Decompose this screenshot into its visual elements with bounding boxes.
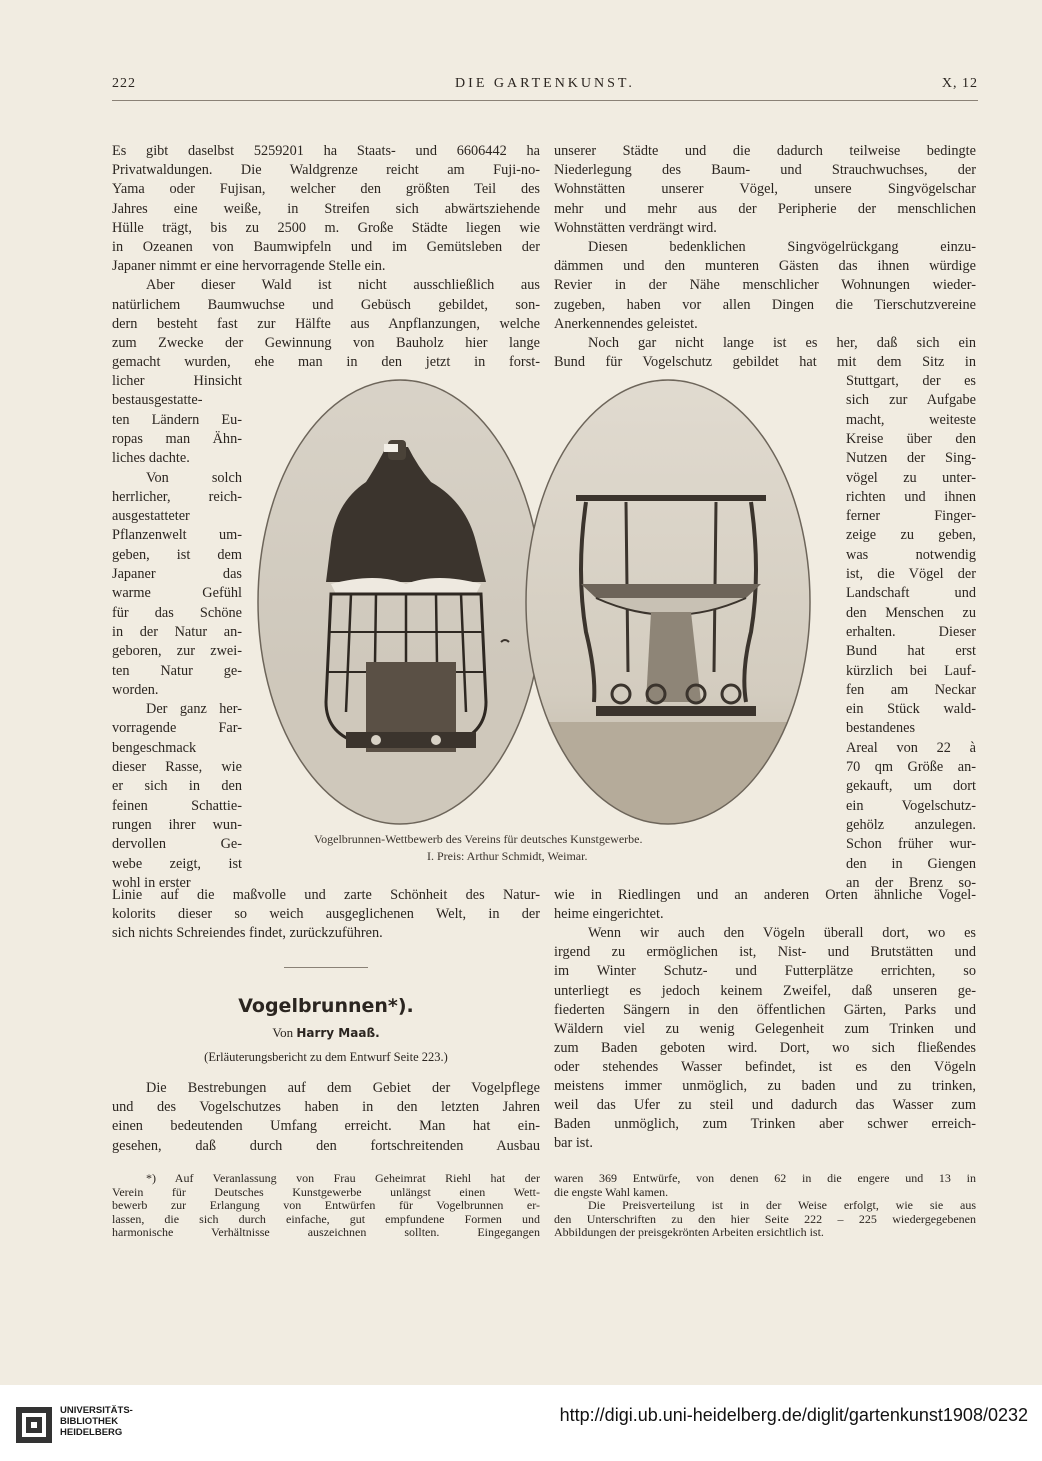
text-line: heime eingerichtet. [554,906,664,923]
text-line: dämmen und den munteren Gästen das ihnen würdige [554,258,976,275]
text-line: Pflanzenwelt um- [112,527,242,544]
text-line: herrlicher, reich- [112,488,242,505]
text-line: sich nichts Schreiendes findet, zurückzuführen. [112,925,383,942]
text-line: Baden unmöglich, zum Trinken aber schwer erreich- [554,1116,976,1133]
text-line: Die Bestrebungen auf dem Gebiet der Vogelpflege [146,1080,540,1096]
text-line: gehölz anzulegen. [846,816,976,833]
text-line: kolorits dieser so weich ausgeglichenen Welt, in der [112,906,540,923]
text-line: weil das Ufer zu steil und dadurch das Wasser zum [554,1097,976,1114]
text-line: Die Preisverteilung ist in der Weise erfolgt, wie sie aus [588,1198,976,1213]
text-line: bewerb zur Erlangung von Entwürfen für Vogelbrunnen er- [112,1198,540,1213]
text-line: Jahres eine weiße, in Streifen sich abwärtsziehende [112,200,540,217]
text-line: dieser Rasse, wie [112,759,242,775]
text-line: Der ganz her- [146,701,242,718]
text-line: Japaner das [112,566,242,582]
text-line: zugeben, haben vor allen Dingen die Tierschutzvereine [554,296,976,313]
text-line: irgend zu ermöglichen ist, Nist- und Brutstätten und [554,944,976,961]
text-line: ferner Finger- [846,508,976,525]
text-line: den Unterschriften zu den hier Seite 222 – 225 wiedergegebenen [554,1211,976,1226]
library-name [60,1405,133,1438]
text-line: ist, die Vögel der [846,566,976,582]
text-line: Verein für Deutsches Kunstgewerbe unlängst einen Wett- [112,1184,540,1199]
text-line: feinen Schattie- [112,797,242,814]
text-line: Wohnstätten unserer Vögel, unsere Singvögelschar [554,181,976,198]
text-line: dern besteht fast zur Hälfte aus Anpflanzungen, welche [112,315,540,332]
text-line: im Winter Schutz- und Futterplätze errichten, so [554,963,976,980]
text-line: macht, weiteste [846,411,976,428]
text-line: oder stehendes Wasser befindet, ist es den Vögeln [554,1058,976,1075]
text-line: richten und ihnen [846,488,976,505]
header-rule [112,100,978,101]
text-line: *) Auf Veranlassung von Frau Geheimrat Riehl hat der [146,1171,540,1185]
text-line: Nutzen der Sing- [846,450,976,467]
text-line: Japaner nimmt er eine hervorragende Stelle ein. [112,258,386,275]
text-line: sich zur Aufgabe [846,392,976,409]
text-line: natürlichem Baumwuchse und Gebüsch gebildet, son- [112,296,540,313]
text-line: in Ozeanen von Baumwipfeln und im Gemütsleben der [112,239,540,255]
text-line: ropas man Ähn- [112,430,242,447]
text-line: Wäldern viel zu wenig Gelegenheit zum Trinken und [554,1020,976,1037]
figure-caption-line1: Vogelbrunnen-Wettbewerb des Vereins für deutsches Kunstgewerbe. [314,832,643,846]
text-line: Revier in der Nähe menschlicher Wohnungen wieder- [554,277,976,294]
text-line: warme Gefühl [112,585,242,602]
text-line: ten Natur ge- [112,662,242,679]
text-line: bestausgestatte- [112,392,203,409]
text-line: geboren, zur zwei- [112,643,242,660]
text-line: harmonische Verhältnisse auszeichnen sollten. Eingegangen [112,1225,540,1240]
text-line: bengeschmack [112,739,197,756]
text-line: für das Schöne [112,604,242,621]
text-line: gesehen, daß durch den fortschreitenden Ausbau [112,1137,540,1154]
library-name-line: HEIDELBERG [60,1427,123,1438]
text-line: Kreise über den [846,430,976,447]
text-line: unterliegt es jedoch keinem Zweifel, daß unseren ge- [554,982,976,999]
text-line: einen bedeutenden Umfang erreicht. Man hat ein- [112,1118,540,1135]
text-line: ein Vogelschutz- [846,797,976,814]
text-line: licher Hinsicht [112,373,242,389]
text-line: bestandenes [846,720,916,737]
text-line: bar ist. [554,1135,593,1152]
text-line: geben, ist dem [112,546,242,563]
digitization-footer [0,1385,1042,1461]
text-line: in der Natur an- [112,623,242,640]
text-line: Privatwaldungen. Die Waldgrenze reicht am Fuji-no- [112,162,540,179]
article-byline [112,1025,540,1041]
text-line: Bund hat erst [846,643,976,660]
text-line: die engste Wahl kamen. [554,1184,669,1199]
text-line: Wohnstätten verdrängt wird. [554,219,717,236]
text-line: Areal von 22 à [846,739,976,756]
university-library-logo-icon [14,1405,54,1445]
lantern-fountain-image [236,372,566,830]
byline-prefix: Von [272,1025,294,1040]
text-line: worden. [112,681,159,698]
text-line: vögel zu unter- [846,469,976,486]
text-line: was notwendig [846,546,976,563]
article-heading: Vogelbrunnen*). [238,995,414,1017]
article-author: Harry Maaß. [296,1026,380,1040]
running-header [112,76,978,96]
text-line: gekauft, um dort [846,778,976,795]
text-line: vorragende Far- [112,720,242,737]
journal-title: DIE GARTENKUNST. [455,76,635,91]
text-line: fiederten Sängern in den öffentlichen Gärten, Parks und [554,1001,976,1018]
text-line: meistens immer unmöglich, zu baden und zu trinken, [554,1078,976,1094]
text-line: Yama oder Fujisan, welcher den größten Teil des [112,181,540,198]
figure-caption-line2: I. Preis: Arthur Schmidt, Weimar. [427,849,588,863]
text-line: den in Giengen [846,855,976,872]
text-line: Es gibt daselbst 5259201 ha Staats- und 6606442 ha [112,143,540,159]
text-line: und des Vogelschutzes haben in den letzten Jahren [112,1099,540,1116]
text-line: 70 qm Größe an- [846,759,976,775]
text-line: Abbildungen der preisgekrönten Arbeiten ersichtlich ist. [554,1225,824,1240]
text-line: Wenn wir auch den Vögeln überall dort, wo es [588,925,976,942]
text-line: Hülle trägt, bis zu 2500 m. Große Städte liegen wie [112,219,540,236]
text-line: Diesen bedenklichen Singvögelrückgang einzu- [588,239,976,255]
library-name-line: BIBLIOTHEK [60,1416,119,1427]
text-line: Aber dieser Wald ist nicht ausschließlich aus [146,277,540,294]
text-line: Landschaft und [846,585,976,602]
text-line: erhalten. Dieser [846,623,976,640]
issue-number: X, 12 [941,76,978,91]
text-line: zum Baden geboten wird. Dort, wo sich fließendes [554,1039,976,1056]
text-line: lassen, die sich durch einfache, gut empfundene Formen und [112,1211,540,1226]
text-line: den Menschen zu [846,604,976,621]
text-line: Niederlegung des Baum- und Strauchwuchses, der [554,162,976,179]
text-line: Anerkennendes geleistet. [554,315,698,332]
text-line: ausgestatteter [112,508,190,525]
bench-fountain-image [526,372,832,830]
text-line: zeige zu geben, [846,527,976,544]
text-line: ten Ländern Eu- [112,411,242,428]
text-line: ein Stück wald- [846,701,976,718]
text-line: dervollen Ge- [112,836,242,853]
text-line: Schon früher wur- [846,836,976,853]
text-line: liches dachte. [112,450,190,467]
text-line: fen am Neckar [846,681,976,698]
text-line: zum Zwecke der Gewinnung von Bauholz hier lange [112,335,540,351]
source-url-link[interactable]: http://digi.ub.uni-heidelberg.de/diglit/gartenkunst1908/0232 [559,1405,1028,1425]
text-line: wohl in erster [112,874,191,891]
text-line: rungen ihrer wun- [112,816,242,833]
text-line: Von solch [146,469,242,486]
text-line: Noch gar nicht lange ist es her, daß sich ein [588,335,976,351]
article-note: (Erläuterungsbericht zu dem Entwurf Seite 223.) [204,1050,448,1064]
text-line: waren 369 Entwürfe, von denen 62 in die engere und 13 in [554,1171,976,1185]
text-line: an der Brenz so- [846,874,976,891]
page-number: 222 [112,76,136,91]
text-line: unserer Städte und die dadurch teilweise bedingte [554,143,976,159]
text-line: er sich in den [112,778,242,795]
figure-vogelbrunnen [236,372,832,830]
text-line: gemacht wurden, ehe man in den jetzt in forst- [112,354,540,371]
text-line: wie in Riedlingen und an anderen Orten ähnliche Vogel- [554,887,976,903]
section-rule [284,967,368,968]
text-line: Linie auf die maßvolle und zarte Schönheit des Natur- [112,887,540,903]
text-line: kürzlich bei Lauf- [846,662,976,679]
library-name-line: UNIVERSITÄTS- [60,1405,133,1416]
text-line: webe zeigt, ist [112,855,242,872]
text-line: mehr und mehr aus der Peripherie der menschlichen [554,200,976,217]
text-line: Stuttgart, der es [846,373,976,389]
text-line: Bund für Vogelschutz gebildet hat mit dem Sitz in [554,354,976,371]
